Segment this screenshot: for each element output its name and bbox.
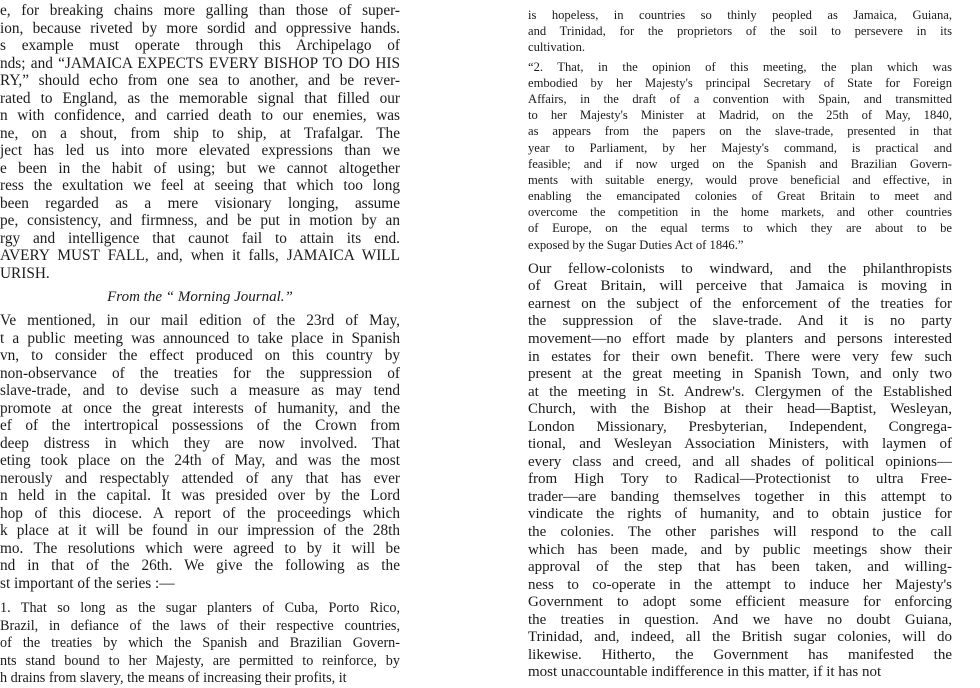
- text-line: from High Tory to Radical—Protectionist to ultra Free-: [528, 471, 952, 488]
- text-line: deep distress in which they are now involved. That: [0, 434, 400, 452]
- text-line: vindicate the rights of humanity, and to obtain justice for: [528, 506, 952, 523]
- text-line: feasible; and if now urged on the Spanish and Brazilian Govern-: [528, 156, 952, 171]
- text-line: nerously and respectably attended of any that has ever: [0, 469, 400, 487]
- text-line: Brazil, in defiance of the laws of their respective countries,: [0, 617, 400, 634]
- text-line: the suppression of the slave-trade. And it is no party: [528, 313, 952, 330]
- text-line: s example must operate through this Archipelago of: [0, 37, 400, 54]
- text-line: present at the great meeting in Spanish Town, and only two: [528, 366, 952, 383]
- text-line: ments with suitable energy, would prove beneficial and effective, in: [528, 172, 952, 187]
- text-line: tional, and Wesleyan Association Ministers, with laymen of: [528, 436, 952, 453]
- text-line: Our fellow-colonists to windward, and the philanthropists: [528, 260, 952, 277]
- text-line: Church, with the Bishop at their head—Baptist, Wesleyan,: [528, 401, 952, 418]
- text-line: likewise. Hitherto, the Government has manifested the: [528, 646, 952, 663]
- text-line: in estates for their own benefit. There were very few such: [528, 348, 952, 365]
- text-line: London Missionary, Presbyterian, Independent, Congrega-: [528, 418, 952, 435]
- text-line: the treaties in question. And we have no doubt Guiana,: [528, 611, 952, 628]
- text-line: is hopeless, in countries so thinly peopled as Jamaica, Guiana,: [528, 8, 952, 22]
- right-column: [528, 7, 952, 682]
- text-line: 1. That so long as the sugar planters of Cuba, Porto Rico,: [0, 600, 400, 616]
- text-line: t a public meeting was announced to take place in Spanish: [0, 329, 400, 347]
- article-heading: From the “ Morning Journal.”: [107, 289, 293, 305]
- text-line: slave-trade, and to devise such a measure as may tend: [0, 382, 400, 399]
- text-line: Government to adopt some efficient measure for enforcing: [528, 594, 952, 611]
- text-line: ne, on a shout, from ship to ship, at Trafalgar. The: [0, 124, 400, 142]
- right-para-3: [528, 261, 952, 682]
- text-line: every class and creed, and all shades of political opinions—: [528, 453, 952, 470]
- text-line: pe, consistency, and firmness, and be put in motion by an: [0, 212, 400, 229]
- left-para-1: [0, 2, 400, 282]
- text-line: earnest on the subject of the enforcement of the treaties for: [528, 295, 952, 312]
- text-line: nd in that of the 26th. We give the following as the: [0, 557, 400, 574]
- text-line: most unaccountable indifference in this matter, if it has not: [528, 664, 882, 681]
- text-line: to her Majesty's Minister at Madrid, on the 25th of May, 1840,: [528, 108, 952, 123]
- left-resolution-1: [0, 600, 400, 688]
- text-line: ion, because riveted by more sordid and oppressive hands.: [0, 19, 400, 37]
- text-line: enabling the emancipated colonies of Great Britain to meet and: [528, 189, 952, 204]
- text-line: n with confidence, and carried death to our enemies, was: [0, 107, 400, 124]
- left-para-2: [0, 312, 400, 592]
- text-line: which has been made, and by public meetings show their: [528, 541, 952, 558]
- text-line: the colonies. The other parishes will respond to the call: [528, 524, 952, 541]
- text-line: of Great Britain, will perceive that Jamaica is moving in: [528, 278, 952, 295]
- text-line: as appears from the papers on the slave-trade, presented in that: [528, 124, 952, 139]
- text-line: exposed by the Sugar Duties Act of 1846.”: [528, 237, 744, 252]
- text-line: ject has led us into more elevated expressions than we: [0, 142, 400, 159]
- text-line: st important of the series :—: [0, 574, 175, 592]
- text-line: AVERY MUST FALL, and, when it falls, JAMAICA WILL: [0, 247, 400, 264]
- text-line: of the treaties by which the Spanish and Brazilian Govern-: [0, 635, 400, 651]
- text-line: k place at it will be found in our impression of the 28th: [0, 522, 400, 539]
- text-line: URISH.: [0, 264, 50, 282]
- right-resolution-2: [528, 59, 952, 253]
- text-line: non-observance of the treaties for the suppression of: [0, 364, 400, 382]
- text-line: overcome the competition in the home markets, and other countries: [528, 205, 952, 220]
- text-line: year to Parliament, by her Majesty's command, is practical and: [528, 140, 952, 155]
- text-line: of Europe, on the equal terms to which they are about to be: [528, 221, 952, 236]
- text-line: rated to England, as the memorable signal that filled our: [0, 89, 400, 107]
- text-line: eting took place on the 24th of May, and was the most: [0, 452, 400, 469]
- text-line: approval of the step that has been taken, and willing-: [528, 559, 952, 576]
- text-line: h drains from slavery, the means of increasing their profits, it: [0, 670, 347, 686]
- text-line: “2. That, in the opinion of this meeting, the plan which was: [528, 59, 952, 74]
- text-line: hop of this diocese. A report of the proceedings which: [0, 504, 400, 522]
- text-line: RY,” should echo from one sea to another, and be rever-: [0, 72, 400, 89]
- text-line: at the meeting in St. Andrew's. Clergymen of the Established: [528, 383, 952, 400]
- right-para-1: [528, 7, 952, 56]
- text-line: been regarded as a mere visionary longing, assume: [0, 194, 400, 212]
- text-line: e, for breaking chains more galling than those of super-: [0, 2, 400, 19]
- text-line: n held in the capital. It was presided over by the Lord: [0, 487, 400, 504]
- text-line: vn, to consider the effect produced on this country by: [0, 347, 400, 364]
- text-line: nds; and “JAMAICA EXPECTS EVERY BISHOP TO DO HIS: [0, 54, 400, 72]
- text-line: cultivation.: [528, 40, 586, 55]
- text-line: rgy and intelligence that caunot fail to attain its end.: [0, 229, 400, 247]
- text-line: promote at once the great interests of humanity, and the: [0, 399, 400, 417]
- text-line: embodied by her Majesty's principal Secretary of State for Foreign: [528, 75, 952, 90]
- text-line: Affairs, in the draft of a convention with Spain, and transmitted: [528, 91, 952, 106]
- text-line: mo. The resolutions which were agreed to by it will be: [0, 539, 400, 557]
- text-line: ef of the intertropical possessions of the Crown from: [0, 417, 400, 434]
- text-line: trader—are banding themselves together in this attempt to: [528, 488, 952, 505]
- text-line: and Trinidad, for the proprietors of the soil to persevere in its: [528, 24, 952, 39]
- text-line: nts stand bound to her Majesty, are permitted to reinforce, by: [0, 652, 400, 669]
- text-line: Trinidad, and, indeed, all the British sugar colonies, will do: [528, 629, 952, 646]
- text-line: ress the exultation we feel at seeing that which too long: [0, 177, 400, 194]
- text-line: Ve mentioned, in our mail edition of the 23rd of May,: [0, 312, 400, 329]
- left-column: [0, 2, 400, 688]
- text-line: e been in the habit of using; but we cannot altogether: [0, 159, 400, 177]
- text-line: movement—no effort made by planters and persons interested: [528, 331, 952, 347]
- text-line: ness to co-operate in the attempt to induce her Majesty's: [528, 576, 952, 593]
